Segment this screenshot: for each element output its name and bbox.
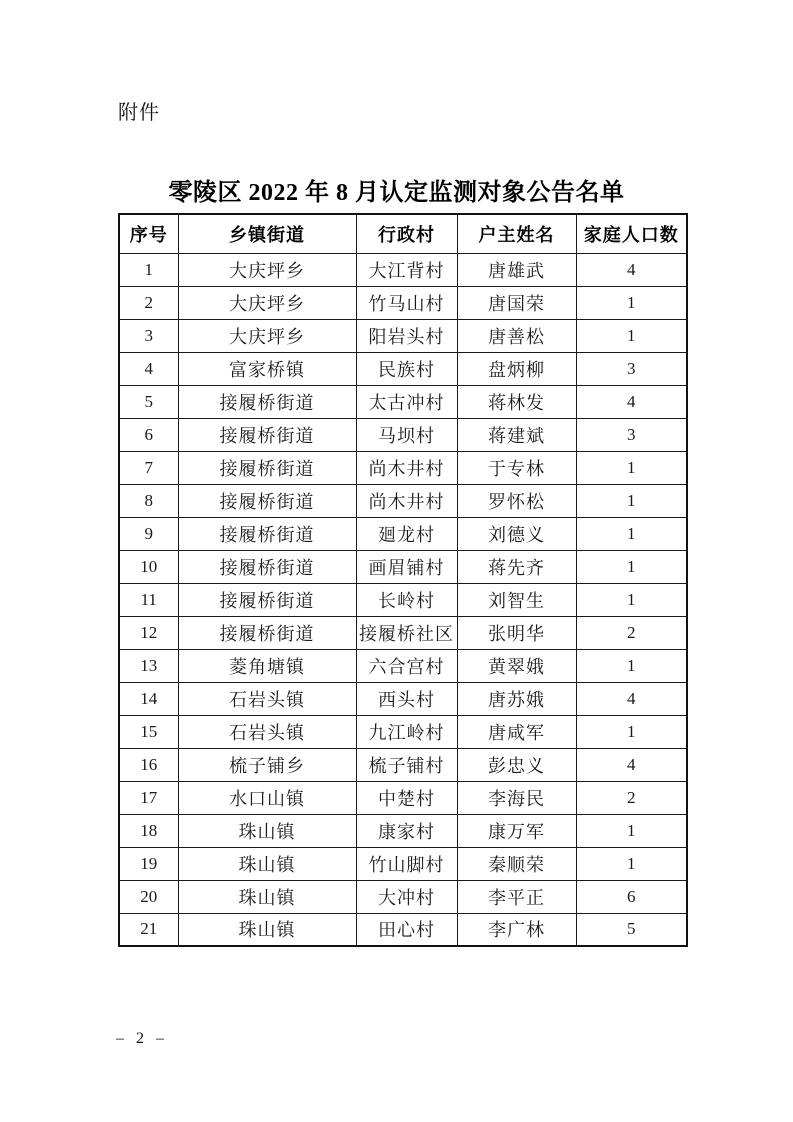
- cell-township: 菱角塘镇: [178, 649, 356, 682]
- cell-village: 梳子铺村: [356, 748, 457, 781]
- cell-family-size: 6: [576, 880, 687, 913]
- cell-family-size: 4: [576, 748, 687, 781]
- table-row: [119, 418, 687, 451]
- cell-village: 康家村: [356, 814, 457, 847]
- cell-householder: 唐善松: [457, 319, 576, 352]
- cell-village: 尚木井村: [356, 451, 457, 484]
- cell-township: 大庆坪乡: [178, 286, 356, 319]
- cell-householder: 唐国荣: [457, 286, 576, 319]
- page-title: 零陵区 2022 年 8 月认定监测对象公告名单: [168, 180, 625, 206]
- cell-family-size: 4: [576, 253, 687, 286]
- cell-township: 石岩头镇: [178, 682, 356, 715]
- cell-index: 5: [119, 385, 178, 418]
- cell-township: 接履桥街道: [178, 484, 356, 517]
- cell-householder: 康万军: [457, 814, 576, 847]
- cell-index: 4: [119, 352, 178, 385]
- cell-family-size: 1: [576, 319, 687, 352]
- cell-village: 竹马山村: [356, 286, 457, 319]
- cell-village: 中楚村: [356, 781, 457, 814]
- table-row: [119, 913, 687, 946]
- cell-township: 接履桥街道: [178, 451, 356, 484]
- cell-index: 12: [119, 616, 178, 649]
- cell-family-size: 1: [576, 550, 687, 583]
- cell-householder: 李海民: [457, 781, 576, 814]
- page-number: – 2 –: [116, 1030, 168, 1047]
- cell-township: 珠山镇: [178, 847, 356, 880]
- cell-householder: 于专林: [457, 451, 576, 484]
- table-row: [119, 286, 687, 319]
- header-village: 行政村: [356, 214, 457, 253]
- cell-householder: 张明华: [457, 616, 576, 649]
- table-row: [119, 682, 687, 715]
- cell-family-size: 1: [576, 517, 687, 550]
- cell-index: 18: [119, 814, 178, 847]
- cell-township: 石岩头镇: [178, 715, 356, 748]
- header-family-size: 家庭人口数: [576, 214, 687, 253]
- table-row: [119, 781, 687, 814]
- cell-householder: 李平正: [457, 880, 576, 913]
- cell-village: 接履桥社区: [356, 616, 457, 649]
- cell-village: 尚木井村: [356, 484, 457, 517]
- cell-village: 大江背村: [356, 253, 457, 286]
- cell-index: 9: [119, 517, 178, 550]
- cell-village: 长岭村: [356, 583, 457, 616]
- cell-family-size: 1: [576, 484, 687, 517]
- cell-index: 6: [119, 418, 178, 451]
- cell-householder: 刘德义: [457, 517, 576, 550]
- cell-family-size: 3: [576, 352, 687, 385]
- cell-householder: 盘炳柳: [457, 352, 576, 385]
- cell-householder: 蒋建斌: [457, 418, 576, 451]
- cell-family-size: 1: [576, 847, 687, 880]
- cell-index: 19: [119, 847, 178, 880]
- cell-family-size: 1: [576, 814, 687, 847]
- cell-householder: 李广林: [457, 913, 576, 946]
- attachment-label: 附件: [118, 102, 160, 124]
- table-row: [119, 715, 687, 748]
- cell-index: 10: [119, 550, 178, 583]
- cell-index: 20: [119, 880, 178, 913]
- cell-index: 15: [119, 715, 178, 748]
- cell-township: 接履桥街道: [178, 550, 356, 583]
- table-body: [119, 253, 687, 946]
- cell-family-size: 3: [576, 418, 687, 451]
- table-row: [119, 550, 687, 583]
- cell-family-size: 4: [576, 385, 687, 418]
- cell-village: 廻龙村: [356, 517, 457, 550]
- cell-householder: 彭忠义: [457, 748, 576, 781]
- cell-village: 西头村: [356, 682, 457, 715]
- cell-family-size: 5: [576, 913, 687, 946]
- header-householder: 户主姓名: [457, 214, 576, 253]
- table-header-row: [119, 214, 687, 253]
- table-row: [119, 517, 687, 550]
- cell-village: 九江岭村: [356, 715, 457, 748]
- cell-township: 珠山镇: [178, 913, 356, 946]
- cell-village: 马坝村: [356, 418, 457, 451]
- table-row: [119, 385, 687, 418]
- cell-township: 接履桥街道: [178, 616, 356, 649]
- cell-township: 大庆坪乡: [178, 253, 356, 286]
- cell-index: 17: [119, 781, 178, 814]
- cell-householder: 唐苏娥: [457, 682, 576, 715]
- cell-township: 水口山镇: [178, 781, 356, 814]
- cell-householder: 蒋先齐: [457, 550, 576, 583]
- cell-township: 接履桥街道: [178, 418, 356, 451]
- cell-index: 3: [119, 319, 178, 352]
- table-row: [119, 649, 687, 682]
- cell-householder: 罗怀松: [457, 484, 576, 517]
- cell-family-size: 2: [576, 781, 687, 814]
- cell-family-size: 1: [576, 715, 687, 748]
- cell-village: 阳岩头村: [356, 319, 457, 352]
- cell-index: 14: [119, 682, 178, 715]
- cell-family-size: 1: [576, 649, 687, 682]
- table-row: [119, 748, 687, 781]
- cell-village: 大冲村: [356, 880, 457, 913]
- cell-village: 田心村: [356, 913, 457, 946]
- cell-index: 1: [119, 253, 178, 286]
- table-row: [119, 352, 687, 385]
- cell-index: 13: [119, 649, 178, 682]
- cell-township: 富家桥镇: [178, 352, 356, 385]
- table-row: [119, 319, 687, 352]
- table-row: [119, 616, 687, 649]
- header-index: 序号: [119, 214, 178, 253]
- cell-township: 接履桥街道: [178, 583, 356, 616]
- cell-householder: 黄翠娥: [457, 649, 576, 682]
- cell-family-size: 1: [576, 583, 687, 616]
- table-row: [119, 814, 687, 847]
- cell-family-size: 4: [576, 682, 687, 715]
- cell-township: 珠山镇: [178, 814, 356, 847]
- cell-township: 大庆坪乡: [178, 319, 356, 352]
- cell-village: 画眉铺村: [356, 550, 457, 583]
- cell-village: 太古冲村: [356, 385, 457, 418]
- cell-township: 珠山镇: [178, 880, 356, 913]
- cell-householder: 唐咸军: [457, 715, 576, 748]
- cell-family-size: 1: [576, 451, 687, 484]
- table-row: [119, 484, 687, 517]
- cell-family-size: 1: [576, 286, 687, 319]
- cell-householder: 刘智生: [457, 583, 576, 616]
- monitoring-subjects-table: [118, 213, 688, 947]
- cell-householder: 蒋林发: [457, 385, 576, 418]
- cell-village: 竹山脚村: [356, 847, 457, 880]
- cell-index: 2: [119, 286, 178, 319]
- table-row: [119, 451, 687, 484]
- cell-village: 六合宫村: [356, 649, 457, 682]
- cell-index: 11: [119, 583, 178, 616]
- cell-township: 接履桥街道: [178, 517, 356, 550]
- table-row: [119, 583, 687, 616]
- table-row: [119, 880, 687, 913]
- cell-township: 接履桥街道: [178, 385, 356, 418]
- cell-index: 8: [119, 484, 178, 517]
- cell-householder: 秦顺荣: [457, 847, 576, 880]
- header-township: 乡镇街道: [178, 214, 356, 253]
- cell-householder: 唐雄武: [457, 253, 576, 286]
- table-row: [119, 847, 687, 880]
- cell-index: 7: [119, 451, 178, 484]
- cell-index: 21: [119, 913, 178, 946]
- cell-index: 16: [119, 748, 178, 781]
- cell-family-size: 2: [576, 616, 687, 649]
- cell-village: 民族村: [356, 352, 457, 385]
- table-row: [119, 253, 687, 286]
- cell-township: 梳子铺乡: [178, 748, 356, 781]
